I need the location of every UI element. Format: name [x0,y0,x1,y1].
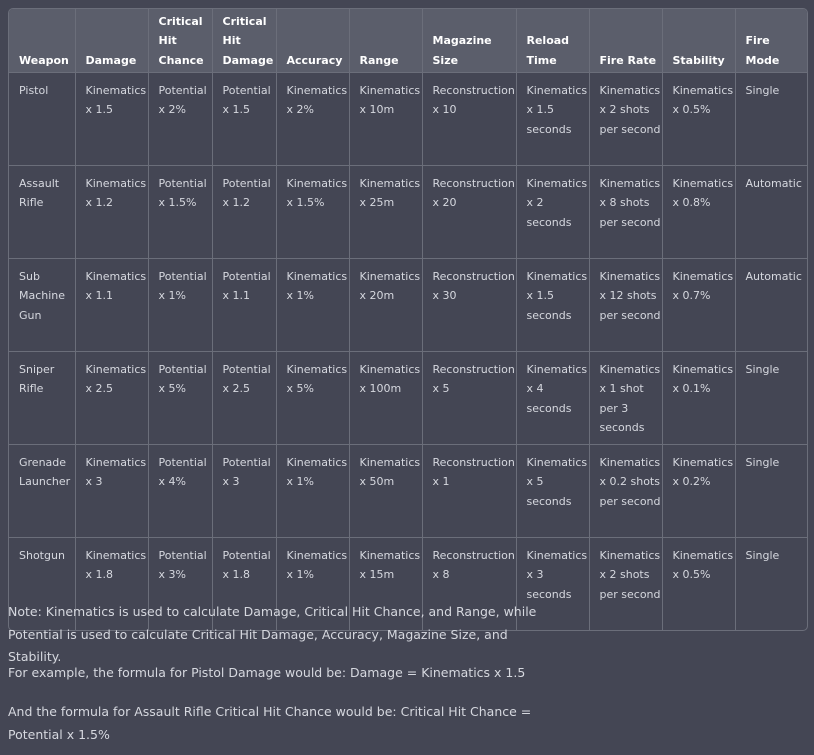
table-header [9,9,807,73]
table-cell: Potential x 1.8 [212,538,276,631]
table-cell: Kinematics x 15m [349,538,422,631]
weapon-stats-table-container [8,8,808,631]
table-cell: Kinematics x 3 [75,445,148,538]
table-cell: Kinematics x 100m [349,352,422,445]
example-paragraph-2: And the formula for Assault Rifle Critical Hit Chance would be: Critical Hit Chance = Potential x 1.5% [8,704,532,742]
table-cell: Kinematics x 2.5 [75,352,148,445]
header-critical-hit-damage: Critical Hit Damage [212,9,276,73]
table-cell: Kinematics x 0.8% [662,166,735,259]
header-fire-rate: Fire Rate [589,9,662,73]
table-cell: Kinematics x 4 seconds [516,352,589,445]
table-cell: Kinematics x 50m [349,445,422,538]
table-cell: Pistol [9,73,75,166]
table-cell: Kinematics x 20m [349,259,422,352]
table-cell: Potential x 1.1 [212,259,276,352]
table-cell: Potential x 2.5 [212,352,276,445]
table-cell: Kinematics x 12 shots per second [589,259,662,352]
table-cell: Kinematics x 1.5 [75,73,148,166]
table-cell: Kinematics x 1.1 [75,259,148,352]
table-cell: Kinematics x 1.8 [75,538,148,631]
note-paragraph: Note: Kinematics is used to calculate Damage, Critical Hit Chance, and Range, while Potential is used to calculate Critical Hit Damage, Accuracy, Magazine Size, and Stability. [8,604,537,664]
header-stability: Stability [662,9,735,73]
table-cell: Reconstruction x 8 [422,538,516,631]
table-cell: Potential x 1.2 [212,166,276,259]
table-cell: Potential x 4% [148,445,212,538]
table-cell: Potential x 2% [148,73,212,166]
table-cell: Assault Rifle [9,166,75,259]
table-cell: Single [735,352,807,445]
table-cell: Kinematics x 1.5% [276,166,349,259]
table-cell: Automatic [735,166,807,259]
table-cell: Kinematics x 0.5% [662,538,735,631]
table-cell: Kinematics x 2% [276,73,349,166]
table-cell: Kinematics x 0.2 shots per second [589,445,662,538]
header-reload-time: Reload Time [516,9,589,73]
table-cell: Grenade Launcher [9,445,75,538]
table-cell: Kinematics x 0.2% [662,445,735,538]
header-damage: Damage [75,9,148,73]
table-cell: Reconstruction x 10 [422,73,516,166]
table-cell: Kinematics x 2 shots per second [589,73,662,166]
table-row [9,259,807,352]
table-cell: Kinematics x 3 seconds [516,538,589,631]
table-row [9,445,807,538]
table-cell: Kinematics x 0.7% [662,259,735,352]
table-row [9,166,807,259]
table-cell: Reconstruction x 1 [422,445,516,538]
table-cell: Potential x 3 [212,445,276,538]
table-cell: Automatic [735,259,807,352]
table-cell: Shotgun [9,538,75,631]
table-cell: Kinematics x 25m [349,166,422,259]
table-cell: Reconstruction x 30 [422,259,516,352]
table-body [9,73,807,631]
table-cell: Single [745,549,780,562]
table-row [9,352,807,445]
table-cell: Potential x 5% [148,352,212,445]
table-cell: Kinematics x 2 shots per second [589,538,662,631]
header-fire-mode: Fire Mode [735,9,807,73]
table-cell: Reconstruction x 5 [422,352,516,445]
weapon-stats-table [9,9,807,630]
table-cell: Kinematics x 5 seconds [516,445,589,538]
table-cell: Sniper Rifle [9,352,75,445]
header-critical-hit-chance: Critical Hit Chance [148,9,212,73]
table-cell: Kinematics x 1.5 seconds [516,73,589,166]
table-cell: Kinematics x 8 shots per second [589,166,662,259]
table-row [9,73,807,166]
table-cell: Kinematics x 5% [276,352,349,445]
table-cell: Sub Machine Gun [9,259,75,352]
table-cell: Single [735,445,807,538]
table-cell: Kinematics x 2 seconds [516,166,589,259]
table-cell: Potential x 3% [148,538,212,631]
table-cell: Kinematics x 1% [276,538,349,631]
table-cell: Potential x 1.5 [212,73,276,166]
header-magazine-size: Magazine Size [422,9,516,73]
table-cell: Kinematics x 1% [276,259,349,352]
example-paragraph: For example, the formula for Pistol Damage would be: Damage = Kinematics x 1.5 [8,665,526,680]
table-cell: Kinematics x 0.5% [662,73,735,166]
table-cell: Kinematics x 1% [276,445,349,538]
header-row [9,9,807,73]
header-accuracy: Accuracy [276,9,349,73]
table-cell: Kinematics x 1.2 [75,166,148,259]
table-cell: Kinematics x 10m [349,73,422,166]
table-cell: Reconstruction x 20 [422,166,516,259]
table-cell: Potential x 1% [148,259,212,352]
table-cell: Potential x 1.5% [148,166,212,259]
table-cell: Kinematics x 1.5 seconds [516,259,589,352]
header-weapon: Weapon [9,9,75,73]
table-cell: Single [735,73,807,166]
table-cell: Kinematics x 1 shot per 3 seconds [589,352,662,445]
header-range: Range [349,9,422,73]
table-cell: Kinematics x 0.1% [662,352,735,445]
